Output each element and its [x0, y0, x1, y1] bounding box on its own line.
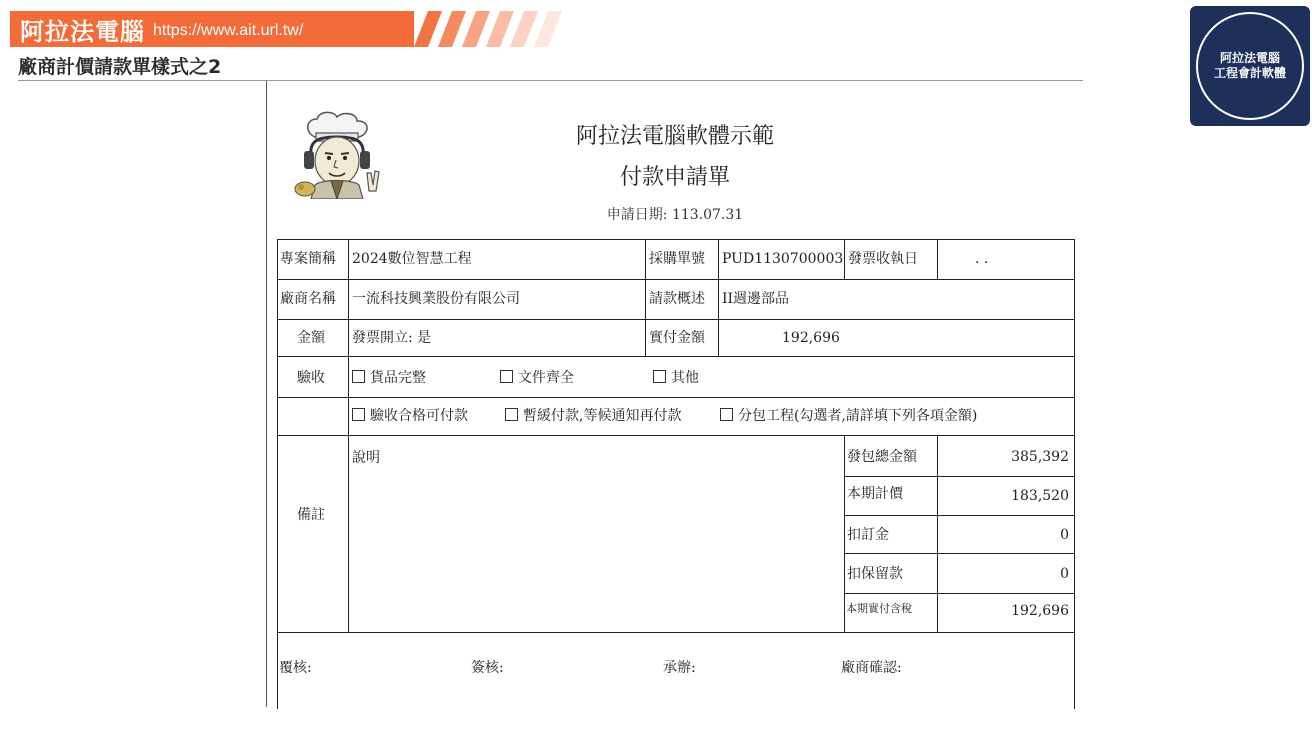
- grid-line: [937, 239, 938, 280]
- grid-line: [844, 553, 1075, 554]
- badge-ring: [1196, 12, 1304, 120]
- handler-signature-label: 承辦:: [663, 660, 696, 676]
- payment-form-table: [277, 239, 1075, 709]
- period-billing-label: 本期計價: [847, 486, 903, 502]
- badge-line-2: 工程會計軟體: [1213, 66, 1286, 80]
- banner-stripes-decoration: [408, 11, 578, 47]
- grid-line: [844, 515, 1075, 516]
- grid-line: [844, 593, 1075, 594]
- badge-line-1: 阿拉法電腦: [1219, 51, 1280, 65]
- acceptance-option-docs[interactable]: [500, 369, 574, 387]
- grid-line: [937, 435, 938, 633]
- grid-line: [277, 435, 1075, 436]
- summary-label: 請款概述: [649, 291, 705, 307]
- document-company-name: 阿拉法電腦軟體示範: [575, 124, 774, 149]
- grid-line: [277, 279, 1075, 280]
- grid-line: [718, 239, 719, 357]
- option-label: 驗收合格可付款: [370, 408, 468, 424]
- grid-line: [348, 239, 349, 633]
- invoice-received-value: . .: [975, 251, 989, 267]
- invoice-issued: 發票開立: 是: [352, 330, 432, 346]
- approve-signature-label: 簽核:: [471, 660, 504, 676]
- brand-banner: [10, 11, 414, 47]
- grid-line: [844, 435, 845, 633]
- option-label: 文件齊全: [518, 370, 574, 386]
- acceptance-option-other[interactable]: [653, 369, 699, 387]
- payment-request-document: [267, 81, 1083, 707]
- option-label: 暫緩付款,等候通知再付款: [523, 408, 682, 424]
- actual-paid-label: 實付金額: [649, 330, 705, 346]
- remarks-label: 備註: [297, 507, 325, 523]
- contract-total-label: 發包總金額: [847, 449, 917, 465]
- actual-paid-value: 192,696: [782, 330, 840, 346]
- acceptance-label: 驗收: [297, 370, 325, 386]
- checkbox-icon[interactable]: [352, 370, 365, 383]
- checkbox-icon[interactable]: [500, 370, 513, 383]
- option-label: 分包工程(勾選者,請詳填下列各項金額): [738, 408, 978, 424]
- document-form-title: 付款申請單: [619, 165, 730, 190]
- grid-line: [645, 239, 646, 357]
- brand-url[interactable]: https://www.ait.url.tw/: [153, 22, 304, 39]
- grid-line: [277, 239, 1075, 240]
- company-badge: [1190, 6, 1310, 126]
- page-subtitle: 廠商計價請款單樣式之2: [18, 56, 222, 78]
- note-label: 說明: [352, 450, 380, 466]
- grid-line: [277, 239, 278, 709]
- period-payment-label: 本期實付含稅: [846, 602, 912, 615]
- retention-deduction-value: 0: [1060, 566, 1069, 582]
- grid-line: [844, 239, 845, 280]
- deposit-deduction-value: 0: [1060, 527, 1069, 543]
- invoice-received-label: 發票收執日: [848, 251, 918, 267]
- summary-value: II週邊部品: [722, 291, 790, 307]
- application-date: 申請日期: 113.07.31: [606, 207, 744, 223]
- option-label: 其他: [671, 370, 699, 386]
- retention-deduction-label: 扣保留款: [847, 566, 903, 582]
- grid-line: [277, 356, 1075, 357]
- acceptance-option-goods[interactable]: [352, 369, 426, 387]
- brand-name: 阿拉法電腦: [20, 16, 145, 46]
- grid-line: [277, 319, 1075, 320]
- checkbox-icon[interactable]: [505, 408, 518, 421]
- period-billing-value: 183,520: [1011, 488, 1069, 504]
- vendor-value: 一流科技興業股份有限公司: [352, 291, 520, 307]
- vendor-label: 廠商名稱: [280, 291, 336, 307]
- grid-line: [277, 397, 1075, 398]
- period-payment-value: 192,696: [1011, 603, 1069, 619]
- checkbox-icon[interactable]: [352, 408, 365, 421]
- contract-total-value: 385,392: [1011, 449, 1069, 465]
- project-label: 專案簡稱: [280, 251, 336, 267]
- payment-option-hold[interactable]: [505, 407, 681, 425]
- payment-option-approve[interactable]: [352, 407, 468, 425]
- project-value: 2024數位智慧工程: [352, 251, 472, 267]
- deposit-deduction-label: 扣訂金: [847, 527, 889, 543]
- po-label: 採購單號: [649, 251, 705, 267]
- payment-option-subcontract[interactable]: [720, 407, 977, 425]
- vendor-confirm-signature-label: 廠商確認:: [841, 660, 902, 676]
- review-signature-label: 覆核:: [279, 660, 312, 676]
- grid-line: [277, 632, 1075, 633]
- checkbox-icon[interactable]: [720, 408, 733, 421]
- amount-label: 金額: [297, 330, 325, 346]
- checkbox-icon[interactable]: [653, 370, 666, 383]
- po-value: PUD1130700003: [722, 251, 844, 267]
- grid-line: [1074, 239, 1075, 709]
- option-label: 貨品完整: [370, 370, 426, 386]
- grid-line: [844, 476, 1075, 477]
